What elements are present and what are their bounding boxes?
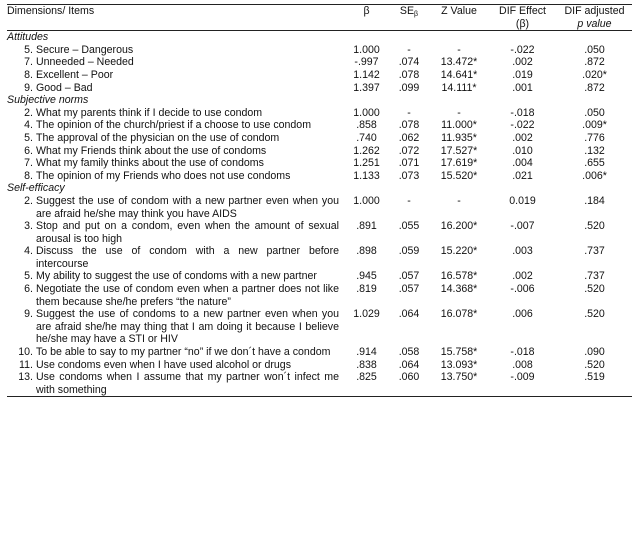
- item-text: Negotiate the use of condom even when a partner does not like them because she/he prefers “the nature”: [36, 283, 339, 308]
- item-number: 5.: [24, 270, 33, 283]
- beta-cell: 1.000: [353, 43, 380, 56]
- se-cell: .057: [398, 283, 420, 296]
- table-row: [7, 308, 632, 346]
- z-value-cell: 13.750*: [430, 371, 488, 397]
- p-value-cell: .776: [584, 131, 605, 144]
- z-value-cell: 13.093*: [440, 358, 478, 371]
- z-value-cell: -: [457, 43, 461, 56]
- p-value-cell: .655: [584, 157, 605, 170]
- table-row: [7, 170, 632, 183]
- item-number: 3.: [24, 220, 33, 233]
- table-row: [7, 69, 632, 82]
- dif-effect-cell: -.018: [510, 346, 535, 359]
- item-number: 6.: [24, 144, 33, 157]
- se-cell: -: [407, 194, 411, 207]
- item-cell: [7, 157, 345, 170]
- item-number: 11.: [19, 358, 33, 371]
- p-value-cell: .132: [584, 144, 605, 157]
- beta-cell: .898: [356, 245, 377, 258]
- dif-effect-cell: -.022: [510, 119, 535, 132]
- dif-effect-cell: .006: [512, 308, 533, 321]
- header-dif-effect: DIF Effect (β): [488, 5, 557, 31]
- dif-effect-cell: .019: [512, 68, 533, 81]
- item-text: The approval of the physician on the use of condom: [36, 131, 280, 144]
- beta-cell: .819: [356, 283, 377, 296]
- se-cell: .057: [398, 270, 420, 283]
- item-number: 6.: [24, 283, 33, 296]
- item-cell: [7, 371, 345, 397]
- table-row: [7, 220, 632, 245]
- item-cell: [7, 82, 345, 95]
- dif-effect-cell: -.007: [510, 220, 535, 233]
- item-text: Suggest the use of condom with a new partner even when you are afraid he/she may think you have AIDS: [36, 194, 339, 220]
- item-cell: [7, 220, 345, 245]
- item-cell: [7, 132, 345, 145]
- se-cell: .055: [398, 220, 420, 233]
- z-value-cell: 14.368*: [440, 283, 478, 296]
- dif-effect-cell: .002: [512, 131, 533, 144]
- item-number: 5.: [24, 131, 33, 144]
- table-row: [7, 56, 632, 69]
- section-title: Attitudes: [7, 31, 49, 44]
- item-number: 9.: [24, 308, 33, 321]
- item-text: Use condoms when I assume that my partner won´t infect me with something: [36, 371, 339, 396]
- item-cell: [7, 195, 345, 220]
- se-cell: .064: [398, 308, 420, 321]
- dif-effect-cell: .003: [512, 245, 533, 258]
- section-title: Self-efficacy: [7, 182, 65, 195]
- section-row: [7, 94, 632, 107]
- dif-effect-cell: -.022: [510, 43, 535, 56]
- item-text: Discuss the use of condom with a new partner before intercourse: [36, 245, 339, 270]
- item-text: The opinion of the church/priest if a choose to use condom: [36, 119, 312, 132]
- item-text: Use condoms even when I have used alcohol or drugs: [36, 358, 291, 371]
- section-row: [7, 182, 632, 195]
- se-cell: -: [407, 43, 411, 56]
- item-cell: [7, 107, 345, 120]
- item-text: What my Friends think about the use of condoms: [36, 144, 267, 157]
- beta-cell: 1.262: [353, 144, 380, 157]
- z-value-cell: 17.527*: [440, 144, 478, 157]
- beta-cell: .914: [356, 346, 377, 359]
- table-body: [7, 31, 632, 397]
- beta-cell: .858: [356, 119, 377, 132]
- p-value-cell: .520: [584, 220, 605, 233]
- item-cell: [7, 170, 345, 183]
- dif-effect-cell: -.009: [488, 371, 557, 397]
- p-value-cell: .184: [584, 194, 605, 207]
- item-number: 10.: [18, 346, 33, 359]
- section-title: Subjective norms: [7, 94, 89, 107]
- se-cell: .064: [398, 358, 420, 371]
- p-value-cell: .737: [584, 270, 605, 283]
- item-cell: [7, 44, 345, 57]
- table-row: [7, 195, 632, 220]
- header-standard-error: $SE_\beta$: [388, 5, 430, 31]
- beta-cell: .891: [356, 220, 377, 233]
- z-value-cell: 15.520*: [440, 169, 478, 182]
- z-value-cell: -: [457, 194, 461, 207]
- p-value-cell: .020*: [582, 68, 607, 81]
- item-text: My ability to suggest the use of condoms with a new partner: [36, 270, 317, 283]
- table-row: [7, 107, 632, 120]
- dif-effect-cell: -.018: [510, 106, 535, 119]
- se-cell: .073: [398, 169, 420, 182]
- item-cell: [7, 56, 345, 69]
- item-cell: [7, 245, 345, 270]
- header-z-value: Z Value: [430, 5, 488, 31]
- item-number: 8.: [24, 68, 33, 81]
- se-cell: .099: [398, 81, 420, 94]
- dif-effect-cell: .010: [512, 144, 533, 157]
- table-row: [7, 157, 632, 170]
- dif-effect-cell: .002: [512, 270, 533, 283]
- header-dif-adjusted-p-value: DIF adjusted p value: [557, 5, 632, 31]
- se-cell: .058: [398, 346, 420, 359]
- table-row: [7, 371, 632, 397]
- beta-cell: 1.133: [353, 169, 380, 182]
- p-value-cell: .050: [584, 43, 605, 56]
- dif-effect-cell: 0.019: [509, 194, 536, 207]
- beta-cell: -.997: [354, 56, 379, 69]
- dif-effect-cell: .002: [512, 56, 533, 69]
- beta-cell: 1.029: [353, 308, 380, 321]
- item-number: 2.: [24, 106, 33, 119]
- beta-cell: .945: [356, 270, 377, 283]
- z-value-cell: 11.000*: [441, 119, 477, 132]
- beta-cell: 1.397: [353, 81, 380, 94]
- item-number: 7.: [24, 56, 33, 69]
- p-value-cell: .520: [584, 283, 605, 296]
- p-value-cell: .090: [584, 346, 605, 359]
- item-number: 2.: [24, 194, 33, 207]
- section-row: [7, 31, 632, 44]
- dif-results-table: [7, 4, 632, 397]
- item-text: Secure – Dangerous: [36, 43, 134, 56]
- item-text: What my parents think if I decide to use condom: [36, 106, 263, 119]
- item-cell: [7, 69, 345, 82]
- header-dimensions-items: Dimensions/ Items: [7, 5, 345, 31]
- z-value-cell: 16.078*: [440, 308, 478, 321]
- z-value-cell: 13.472*: [440, 56, 478, 69]
- item-cell: [7, 283, 345, 308]
- z-value-cell: 17.619*: [440, 157, 478, 170]
- table-row: [7, 346, 632, 359]
- p-value-cell: .737: [584, 245, 605, 258]
- z-value-cell: 14.641*: [440, 68, 478, 81]
- dif-effect-cell: .008: [512, 358, 533, 371]
- se-cell: .062: [398, 131, 420, 144]
- table-row: [7, 82, 632, 95]
- z-value-cell: 14.111*: [441, 81, 477, 94]
- header-beta: β: [345, 5, 388, 31]
- beta-cell: .838: [356, 358, 377, 371]
- item-number: 8.: [24, 169, 33, 182]
- item-text: Excellent – Poor: [36, 68, 114, 81]
- item-text: The opinion of my Friends who does not use condoms: [36, 169, 291, 182]
- se-cell: .071: [398, 157, 420, 170]
- item-number: 7.: [24, 157, 33, 170]
- z-value-cell: -: [457, 106, 461, 119]
- se-cell: .074: [398, 56, 420, 69]
- table-row: [7, 270, 632, 283]
- item-cell: [7, 346, 345, 359]
- item-cell: [7, 308, 345, 346]
- dif-effect-cell: -.006: [510, 283, 535, 296]
- item-text: Suggest the use of condoms to a new partner even when you are afraid she/he may thing that I am doing it because I believe he/she may have a STI or HIV: [36, 308, 339, 346]
- z-value-cell: 16.200*: [440, 220, 478, 233]
- item-text: What my family thinks about the use of condoms: [36, 157, 264, 170]
- item-number: 9.: [24, 81, 33, 94]
- p-value-cell: .872: [584, 56, 605, 69]
- table-row: [7, 132, 632, 145]
- table-row: [7, 145, 632, 158]
- se-cell: .059: [398, 245, 420, 258]
- beta-cell: 1.000: [353, 106, 380, 119]
- item-number: 13.: [18, 371, 33, 384]
- item-cell: [7, 270, 345, 283]
- item-cell: [7, 119, 345, 132]
- p-value-cell: .520: [584, 308, 605, 321]
- item-text: To be able to say to my partner “no” if we don´t have a condom: [36, 346, 331, 359]
- beta-cell: 1.251: [353, 157, 380, 170]
- item-number: 4.: [24, 245, 33, 258]
- beta-cell: 1.000: [353, 194, 380, 207]
- se-cell: .060: [388, 371, 430, 397]
- z-value-cell: 16.578*: [440, 270, 478, 283]
- beta-cell: .825: [345, 371, 388, 397]
- p-value-cell: .872: [584, 81, 605, 94]
- item-text: Unneeded – Needed: [36, 56, 134, 69]
- se-cell: -: [407, 106, 411, 119]
- p-value-cell: .006*: [582, 169, 607, 182]
- se-cell: .072: [398, 144, 420, 157]
- table-row: [7, 44, 632, 57]
- p-value-cell: .520: [584, 358, 605, 371]
- z-value-cell: 11.935*: [441, 131, 477, 144]
- beta-cell: .740: [356, 131, 377, 144]
- table-row: [7, 119, 632, 132]
- dif-effect-cell: .001: [512, 81, 533, 94]
- item-text: Stop and put on a condom, even when the amount of sexual arousal is too high: [36, 220, 339, 245]
- se-cell: .078: [398, 119, 420, 132]
- item-text: Good – Bad: [36, 81, 93, 94]
- dif-effect-cell: .004: [512, 157, 533, 170]
- table-row: [7, 245, 632, 270]
- beta-cell: 1.142: [353, 68, 380, 81]
- z-value-cell: 15.220*: [440, 245, 478, 258]
- se-cell: .078: [398, 68, 420, 81]
- item-number: 4.: [24, 119, 33, 132]
- p-value-cell: .050: [584, 106, 605, 119]
- p-value-cell: .519: [557, 371, 632, 397]
- item-cell: [7, 359, 345, 372]
- item-number: 5.: [24, 43, 33, 56]
- z-value-cell: 15.758*: [440, 346, 478, 359]
- p-value-cell: .009*: [582, 119, 607, 132]
- item-cell: [7, 145, 345, 158]
- table-row: [7, 283, 632, 308]
- table-row: [7, 359, 632, 372]
- dif-effect-cell: .021: [512, 169, 533, 182]
